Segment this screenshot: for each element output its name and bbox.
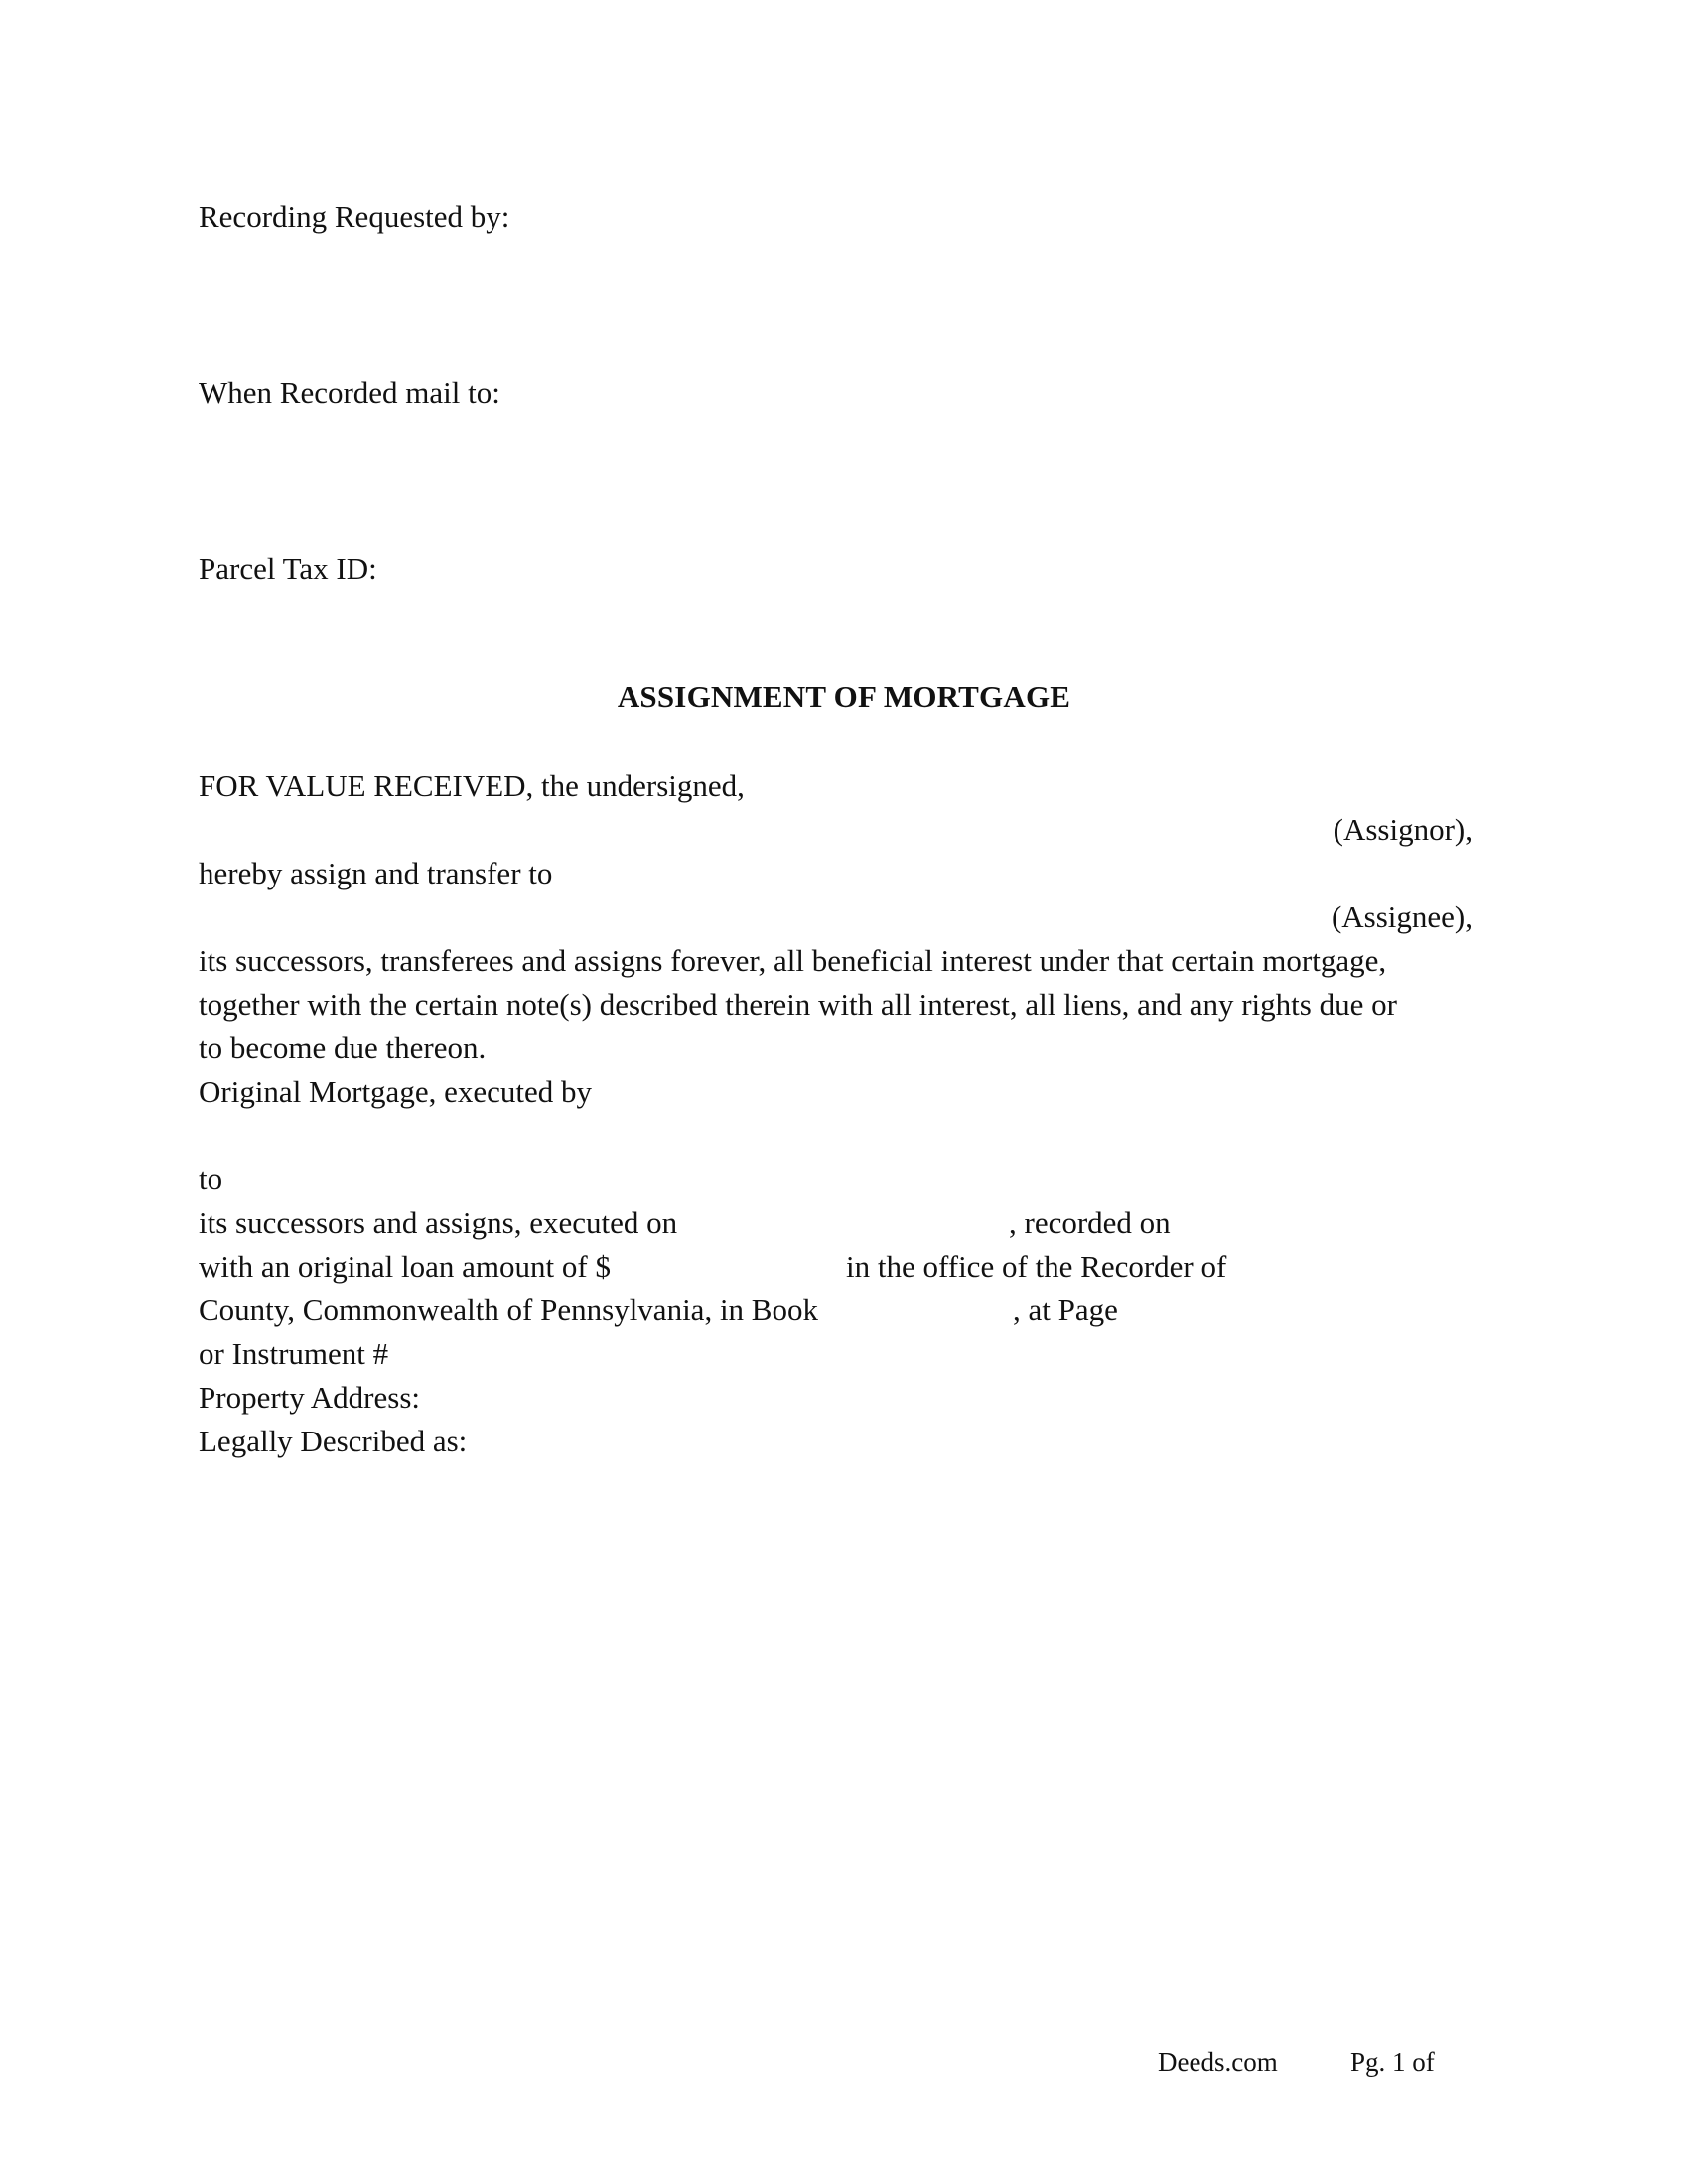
office-of-recorder-label: in the office of the Recorder of <box>846 1249 1227 1284</box>
parcel-tax-id-label: Parcel Tax ID: <box>199 551 377 586</box>
original-loan-amount-label: with an original loan amount of $ <box>199 1249 611 1284</box>
hereby-assign-text: hereby assign and transfer to <box>199 856 553 890</box>
executed-on-label: its successors and assigns, executed on <box>199 1205 678 1240</box>
footer-page-number: Pg. 1 of <box>1350 2047 1435 2077</box>
assignee-label: (Assignee), <box>1331 899 1473 934</box>
recorded-on-label: , recorded on <box>1009 1205 1171 1240</box>
recording-requested-by-label: Recording Requested by: <box>199 200 510 234</box>
county-commonwealth-label: County, Commonwealth of Pennsylvania, in Book <box>199 1293 818 1327</box>
original-mortgage-label: Original Mortgage, executed by <box>199 1074 592 1109</box>
when-recorded-mail-to-label: When Recorded mail to: <box>199 375 500 410</box>
instrument-number-label: or Instrument # <box>199 1336 389 1371</box>
paragraph-line-1: its successors, transferees and assigns forever, all beneficial interest under that certain mortgage, <box>199 943 1387 978</box>
for-value-received-text: FOR VALUE RECEIVED, the undersigned, <box>199 768 745 803</box>
document-title: ASSIGNMENT OF MORTGAGE <box>617 679 1071 714</box>
to-label: to <box>199 1161 223 1196</box>
paragraph-line-3: to become due thereon. <box>199 1030 487 1065</box>
property-address-label: Property Address: <box>199 1380 421 1415</box>
legally-described-label: Legally Described as: <box>199 1424 468 1458</box>
paragraph-line-2: together with the certain note(s) described therein with all interest, all liens, and any rights due or <box>199 987 1397 1022</box>
at-page-label: , at Page <box>1013 1293 1118 1327</box>
footer-site-name: Deeds.com <box>1158 2047 1278 2077</box>
assignor-label: (Assignor), <box>1333 812 1473 847</box>
